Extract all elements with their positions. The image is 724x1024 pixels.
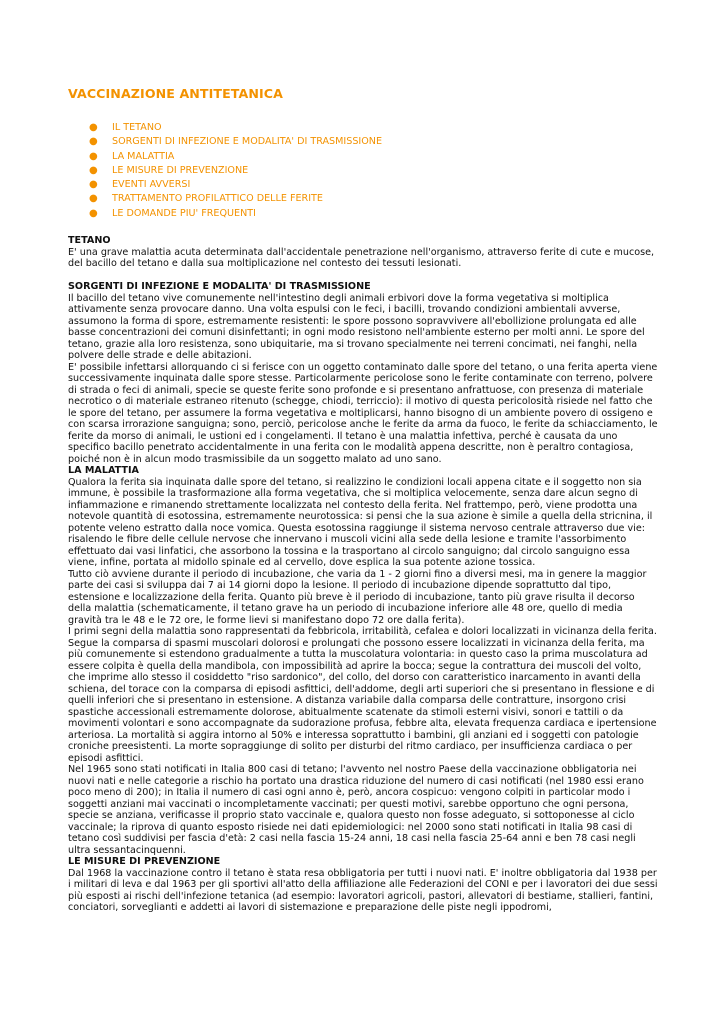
section-heading-sorgenti: SORGENTI DI INFEZIONE E MODALITA' DI TRASMISSIONE xyxy=(68,281,371,292)
toc-item-sorgenti[interactable] xyxy=(68,135,382,149)
toc-item-prevenzione[interactable] xyxy=(68,164,382,178)
bullet-icon: ● xyxy=(89,179,98,191)
paragraph: I primi segni della malattia sono rappresentati da febbricola, irritabilità, cefalea e dolori localizzati in vicinanza della ferita. xyxy=(68,626,657,637)
section-heading-malattia: LA MALATTIA xyxy=(68,465,139,476)
bullet-icon: ● xyxy=(89,122,98,133)
bullet-icon: ● xyxy=(89,193,98,205)
paragraph: Dal 1968 la vaccinazione contro il tetano è stata resa obbligatoria per tutti i nuovi nati. E' inoltre obbligatoria dal 1938 per i militari di leva e dal 1963 per gli sportivi all'atto della affiliazione alle Federazioni del CONI e per i lavoratori dei due sessi più esposti ai rischi dell'infezione tetanica (ad esempio: lavoratori agricoli, pastori, allevatori di bestiame, stallieri, fantini, conciatori, sorveglianti e addetti ai lavori di sistemazione e preparazione delle piste negli ippodromi, xyxy=(68,867,658,913)
bullet-icon: ● xyxy=(89,207,98,219)
paragraph: Qualora la ferita sia inquinata dalle spore del tetano, si realizzino le condizioni locali appena citate e il soggetto non sia immune, è possibile la trasformazione alla forma vegetativa, che si moltiplica velocemente, senza dare alcun segno di infiammazione e rimanendo strettamente localizzata nel contesto della ferita. Nel frattempo, però, viene prodotta una notevole quantità di esotossina, estremamente neurotossica: si pensi che la sua azione è simile a quella della stricnina, il potente veleno estratto dalla noce vomica. Questa esotossina raggiunge il sistema nervoso centrale attraverso due vie: risalendo le fibre delle cellule nervose che innervano i muscoli vicini alla sede della lesione e tramite l'assorbimento effettuato dai vasi linfatici, che assorbono la tossina e la trasportano al circolo sanguigno; dal circolo sanguigno essa viene, infine, portata al midollo spinale ed al cervello, dove esplica la sua potente azione tossica. xyxy=(68,476,653,568)
paragraph: Nel 1965 sono stati notificati in Italia 800 casi di tetano; l'avvento nel nostro Paese della vaccinazione obbligatoria nei nuovi nati e nelle categorie a rischio ha portato una drastica riduzione del numero di casi notificati (nel 1980 essi erano poco meno di 200); in Italia il numero di casi ogni anno è, però, ancora cospicuo: vengono colpiti in particolar modo i soggetti anziani mai vaccinati o incompletamente vaccinati; per questi motivi, sarebbe opportuno che ogni persona, specie se anziana, verificasse il proprio stato vaccinale e, qualora questo non fosse adeguato, si sottoponesse al ciclo vaccinale; la riprova di quanto esposto risiede nei dati epidemiologici: nel 2000 sono stati notificati in Italia 98 casi di tetano così suddivisi per fascia d'età: 2 casi nella fascia 15-24 anni, 18 casi nella fascia 25-64 anni e ben 78 casi negli ultra sessantacinquenni. xyxy=(68,764,644,856)
page-title: VACCINAZIONE ANTITETANICA xyxy=(68,86,283,101)
bullet-icon: ● xyxy=(89,164,98,176)
paragraph: E' possibile infettarsi allorquando ci si ferisce con un oggetto contaminato dalle spore del tetano, o una ferita aperta viene successivamente inquinata dalle spore stesse. Particolarmente pericolose sono le ferite contaminate con terreno, polvere di strada o feci di animali, specie se queste ferite sono profonde e si presentano anfrattuose, con presenza di materiale necrotico o di materiale estraneo ritenuto (schegge, chiodi, terriccio): il motivo di questa pericolosità risiede nel fatto che le spore del tetano, per assumere la forma vegetativa e moltiplicarsi, hanno bisogno di un ambiente povero di ossigeno e con scarsa irrorazione sanguigna; sono, perciò, pericolose anche le ferite da arma da fuoco, le ferite da schiacciamento, le ferite da morso di animali, le ustioni ed i congelamenti. Il tetano è una malattia infettiva, perché è causata da uno specifico bacillo penetrato accidentalmente in una ferita con le modalità appena descritte, non è peraltro contagiosa, poiché non è in alcun modo trasmissibile da un soggetto malato ad uno sano. xyxy=(68,361,658,465)
section-heading-prevenzione: LE MISURE DI PREVENZIONE xyxy=(68,856,221,867)
toc-item-malattia[interactable] xyxy=(68,150,382,164)
toc-link[interactable]: IL TETANO xyxy=(112,122,162,133)
paragraph: Tutto ciò avviene durante il periodo di incubazione, che varia da 1 - 2 giorni fino a diversi mesi, ma in genere la maggior parte dei casi si sviluppa dai 7 ai 14 giorni dopo la lesione. Il periodo di incubazione dipende soprattutto dal tipo, estensione e localizzazione della ferita. Quanto più breve è il periodo di incubazione, tanto più grave risulta il decorso della malattia (schematicamente, il tetano grave ha un periodo di incubazione inferiore alle 48 ore, quello di media gravità tra le 48 e le 72 ore, le forme lievi si manifestano dopo 72 ore dalla ferita). xyxy=(68,568,647,626)
toc-link[interactable]: LA MALATTIA xyxy=(112,150,175,162)
toc-link[interactable]: TRATTAMENTO PROFILATTICO DELLE FERITE xyxy=(112,193,323,205)
bullet-icon: ● xyxy=(89,136,98,148)
section-gap xyxy=(68,270,658,282)
section-heading-tetano: TETANO xyxy=(68,235,111,246)
paragraph: Segue la comparsa di spasmi muscolari dolorosi e prolungati che possono essere localizzati in vicinanza della ferita, ma più comunemente si estendono gradualmente a tutta la muscolatura volontaria: in questo caso la prima muscolatura ad essere colpita è quella della mandibola, con impossibilità ad aprire la bocca; segue la contrattura dei muscoli del volto, che imprime allo stesso il cosiddetto "riso sardonico", del collo, del dorso con caratteristico inarcamento in avanti della schiena, del torace con la comparsa di episodi asfittici, dell'addome, degli arti superiori che si presentano in flessione e di quelli inferiori che si presentano in estensione. A distanza variabile dalla comparsa delle contratture, insorgono crisi spastiche accessionali estremamente dolorose, abitualmente scatenate da stimoli esterni visivi, sonori e tattili o da movimenti volontari e sono accompagnate da sudorazione profusa, febbre alta, elevata frequenza cardiaca e ipertensione arteriosa. La mortalità si aggira intorno al 50% e interessa soprattutto i bambini, gli anziani ed i soggetti con patologie croniche preesistenti. La morte sopraggiunge di solito per disturbi del ritmo cardiaco, per insufficienza cardiaca o per episodi asfittici. xyxy=(68,637,657,764)
toc-link[interactable]: SORGENTI DI INFEZIONE E MODALITA' DI TRASMISSIONE xyxy=(112,136,383,148)
toc-item-trattamento[interactable] xyxy=(68,192,382,206)
toc-link[interactable]: EVENTI AVVERSI xyxy=(112,179,191,191)
bullet-icon: ● xyxy=(89,150,98,162)
table-of-contents xyxy=(68,121,382,221)
toc-link[interactable]: LE MISURE DI PREVENZIONE xyxy=(112,164,249,176)
paragraph: E' una grave malattia acuta determinata dall'accidentale penetrazione nell'organismo, attraverso ferite di cute e mucose, del bacillo del tetano e dalla sua moltiplicazione nel contesto dei tessuti lesionati. xyxy=(68,246,655,269)
toc-link[interactable]: LE DOMANDE PIU' FREQUENTI xyxy=(112,207,256,219)
toc-item-domande[interactable] xyxy=(68,207,382,221)
toc-item-il-tetano[interactable] xyxy=(68,121,382,135)
toc-item-eventi-avversi[interactable] xyxy=(68,178,382,192)
paragraph: Il bacillo del tetano vive comunemente nell'intestino degli animali erbivori dove la forma vegetativa si moltiplica attivamente senza provocare danno. Una volta espulsi con le feci, i bacilli, trovando condizioni ambientali avverse, assumono la forma di spore, estremamente resistenti: le spore possono sopravvivere all'ebollizione prolungata ed alle basse concentrazioni dei comuni disinfettanti; in ogni modo resistono nell'ambiente esterno per molti anni. Le spore del tetano, grazie alla loro resistenza, sono ubiquitarie, ma si trovano specialmente nei terreni concimati, nei fanghi, nella polvere delle strade e delle abitazioni. xyxy=(68,292,645,361)
document-body xyxy=(68,235,658,914)
